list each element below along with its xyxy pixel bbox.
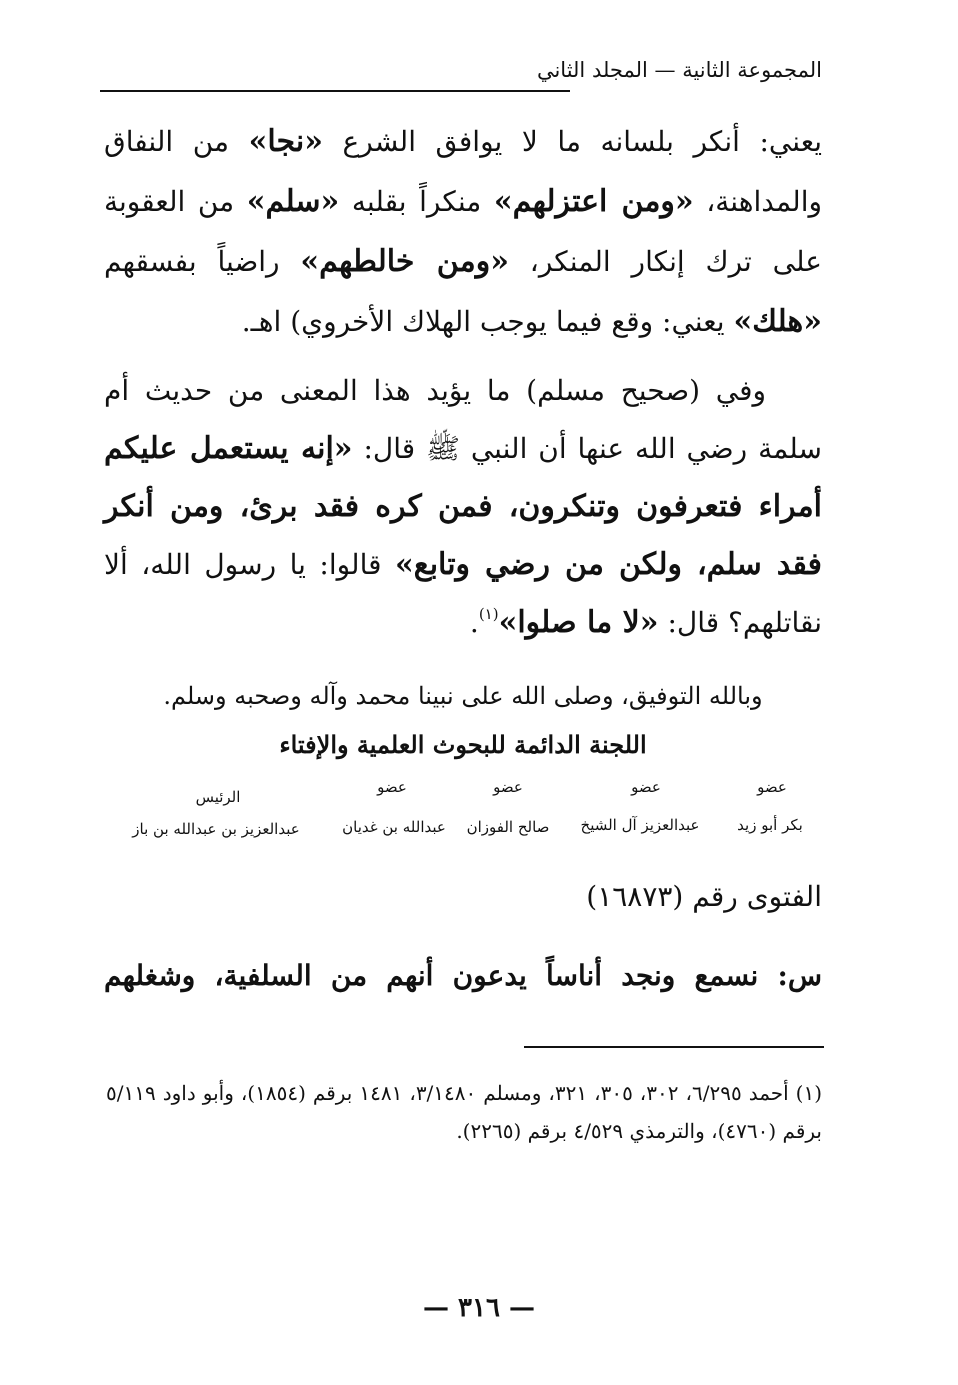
- signatory-role: عضو: [757, 778, 787, 796]
- text-run: من العقوبة على ترك إنكار المنكر،: [104, 185, 822, 278]
- quote-bold: «ومن خالطهم»: [300, 244, 509, 279]
- quote-bold: «ومن اعتزلهم»: [493, 184, 694, 219]
- question-text: س: نسمع ونجد أناساً يدعون أنهم من السلفية، وشغلهم: [104, 959, 822, 992]
- quote-bold: «سلم»: [246, 184, 340, 219]
- signatory-role: عضو: [493, 778, 523, 796]
- header-title: المجموعة الثانية — المجلد الثاني: [536, 58, 822, 82]
- signatory-role: الرئيس: [195, 788, 241, 806]
- committee-title: اللجنة الدائمة للبحوث العلمية والإفتاء: [279, 730, 647, 759]
- text-run: وفي (صحيح مسلم) ما يؤيد هذا المعنى من حديث أم سلمة رضي الله عنها أن النبي ﷺ قال:: [104, 374, 823, 465]
- footnote-rule: [524, 1046, 824, 1048]
- footnote-text: (١) أحمد ٦/٢٩٥، ٣٠٢، ٣٠٥، ٣٢١، ومسلم ٣/١٤٨٠، ١٤٨١ برقم (١٨٥٤)، وأبو داود ٥/١١٩ برقم (٤٧٦٠)، والترمذي ٤/٥٢٩ برقم (٢٢٦٥).: [106, 1081, 823, 1143]
- signatory-name: عبدالله بن غديان: [342, 818, 446, 836]
- text-run: راضياً بفسقهم: [104, 245, 301, 278]
- signatory-role: عضو: [377, 778, 407, 796]
- text-run: يعني: أنكر بلسانه ما لا يوافق الشرع: [322, 125, 823, 158]
- signatory-name: عبدالعزيز آل الشيخ: [580, 816, 700, 834]
- page-number: — ٣١٦ —: [422, 1293, 536, 1323]
- signatory-name: صالح الفوزان: [466, 818, 550, 836]
- closing-line: وبالله التوفيق، وصلى الله على نبينا محمد وآله وصحبه وسلم.: [163, 682, 763, 710]
- text-run: يعني: وقع فيما يوجب الهلاك الأخروي) اهـ.: [241, 305, 734, 338]
- fatwa-number: الفتوى رقم (١٦٨٧٣): [586, 880, 822, 913]
- text-run: .: [469, 606, 479, 639]
- paragraph-hadith: [104, 362, 822, 652]
- quote-bold: «نجا»: [248, 124, 323, 159]
- signatory-name: عبدالعزيز بن عبدالله بن باز: [132, 820, 300, 838]
- header-rule: [100, 90, 570, 92]
- text-run: من النفاق والمداهنة،: [104, 125, 822, 218]
- text-run: قالوا: يا رسول الله، ألا نقاتلهم؟ قال:: [104, 548, 822, 639]
- signatory-role: عضو: [631, 778, 661, 796]
- hadith-text: «إنه يستعمل عليكم أمراء فتعرفون وتنكرون، فمن كره فقد برئ، ومن أنكر فقد سلم، ولكن من رضي وتابع»: [104, 431, 822, 582]
- quote-bold: «هلك»: [733, 304, 822, 339]
- hadith-answer: «لا ما صلوا»: [498, 605, 659, 640]
- signatory-name: بكر أبو زيد: [737, 816, 803, 834]
- paragraph-commentary: [104, 112, 822, 352]
- text-run: منكراً بقلبه: [339, 185, 494, 218]
- running-header: [100, 58, 822, 92]
- footnote-reference[interactable]: (١): [478, 605, 499, 623]
